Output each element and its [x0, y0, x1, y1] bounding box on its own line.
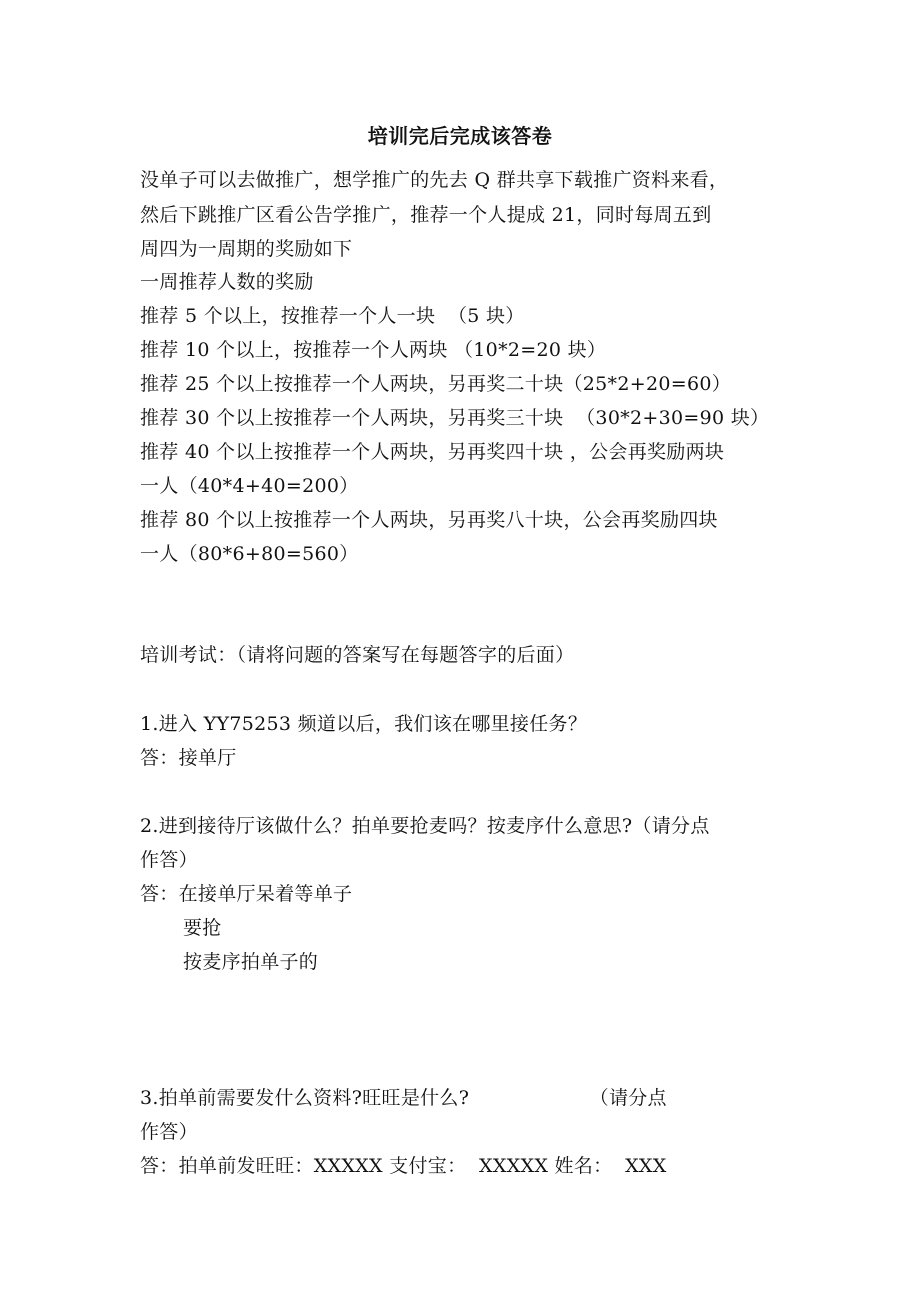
reward-line: 推荐 80 个以上按推荐一个人两块，另再奖八十块，公会再奖励四块	[140, 509, 718, 531]
intro-line: 没单子可以去做推广，想学推广的先去 Q 群共享下载推广资料来看，	[140, 169, 729, 191]
reward-line: 一人（40*4+40=200）	[140, 475, 359, 497]
reward-line: 推荐 25 个以上按推荐一个人两块，另再奖二十块（25*2+20=60）	[140, 373, 732, 395]
reward-line: 推荐 5 个以上，按推荐一个人一块 （5 块）	[140, 305, 525, 327]
answer-2-point: 要抢	[183, 917, 222, 939]
question-1: 1.进入 YY75253 频道以后，我们该在哪里接任务？	[140, 713, 588, 735]
intro-line: 然后下跳推广区看公告学推广，推荐一个人提成 21，同时每周五到	[140, 204, 712, 226]
answer-3: 答：拍单前发旺旺：XXXXX 支付宝： XXXXX 姓名： XXX	[140, 1155, 667, 1177]
reward-line: 推荐 30 个以上按推荐一个人两块，另再奖三十块 （30*2+30=90 块）	[140, 407, 770, 429]
reward-line: 一人（80*6+80=560）	[140, 543, 359, 565]
intro-line: 周四为一周期的奖励如下	[140, 238, 353, 260]
question-2-cont: 作答）	[140, 849, 198, 871]
rewards-heading: 一周推荐人数的奖励	[140, 271, 314, 293]
question-3-cont: 作答）	[140, 1121, 198, 1143]
question-3: 3.拍单前需要发什么资料?旺旺是什么? （请分点	[140, 1087, 667, 1109]
reward-line: 推荐 10 个以上，按推荐一个人两块 （10*2=20 块）	[140, 339, 607, 361]
document-title: 培训完后完成该答卷	[367, 124, 553, 148]
answer-2: 答：在接单厅呆着等单子	[140, 883, 353, 905]
reward-line: 推荐 40 个以上按推荐一个人两块，另再奖四十块 ，公会再奖励两块	[140, 441, 725, 463]
question-2: 2.进到接待厅该做什么？拍单要抢麦吗？按麦序什么意思?（请分点	[140, 815, 710, 837]
answer-1: 答：接单厅	[140, 747, 237, 769]
answer-2-point: 按麦序拍单子的	[183, 951, 319, 973]
exam-heading: 培训考试：（请将问题的答案写在每题答字的后面）	[140, 644, 575, 666]
